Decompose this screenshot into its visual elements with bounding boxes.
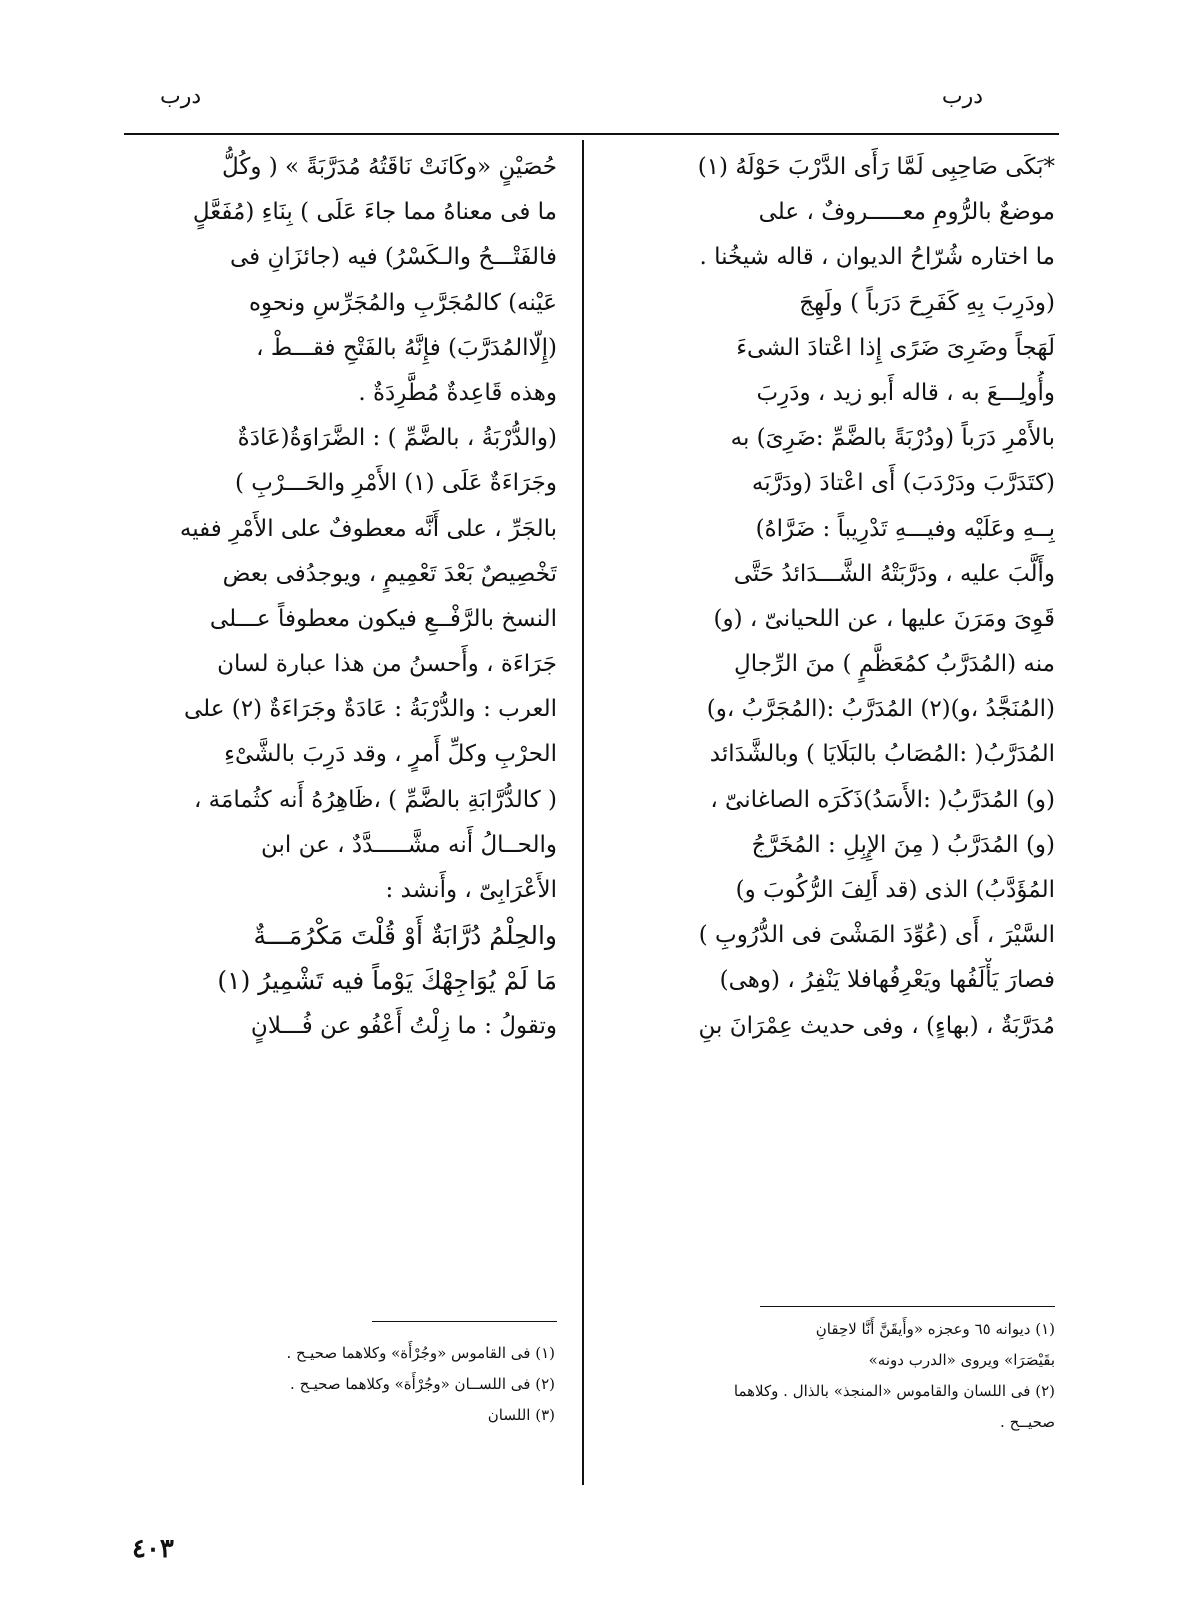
footnote-line: (١) فى القاموس «وجُرْأَة» وكلاهما صحيـح . xyxy=(286,1344,555,1362)
footnote-line: (١) ديوانه ٦٥ وعجزه «وأَيقَنَّ أَنَّا لاحِقانِ xyxy=(815,1320,1055,1338)
text-line: وجَرَاءَةٌ عَلَى (١) الأَمْرِ والحَـــرْبِ ) xyxy=(234,470,557,497)
text-line: (إِلّاالمُدَرَّبَ) فإِنَّهُ بالفَتْحِ فقـــطْ ، xyxy=(256,334,557,361)
text-line: بالأَمْرِ دَرَباً (ودُرْبَةً بالضَّمِّ :ضَرِىَ) به xyxy=(730,425,1055,452)
text-line: العرب : والدُّرْبَةُ : عَادَةٌ وجَرَاءَةٌ (٢) على xyxy=(183,696,557,723)
text-line: فصارَ يَأْلَفُها ويَعْرِفُهافلا يَنْفِرُ ، (وهى) xyxy=(719,967,1055,994)
text-line: المُؤَدَّبُ) الذى (قد أَلِفَ الرُّكُوبَ و) xyxy=(735,877,1055,903)
column-separator xyxy=(582,140,584,1485)
text-line: (والدُّرْبَةُ ، بالضَّمِّ ) : الضَّرَاوَةُ(عَادَةٌ xyxy=(237,425,557,452)
text-line: بِــهِ وعَلَيْه وفيـــهِ تَدْرِيباً : ضَرَّاهُ) xyxy=(755,515,1055,542)
text-line: فالفَتْـــحُ والـكَسْرُ) فيه (جائزَانِ فى xyxy=(229,244,557,271)
text-line: وأُولِـــعَ به ، قاله أَبو زيد ، ودَرِبَ xyxy=(756,379,1055,406)
text-line: (كتَدَرَّبَ ودَرْدَبَ) أَى اعْتادَ (ودَرَّبَه xyxy=(751,470,1055,497)
footnotes-right xyxy=(605,1314,1055,1438)
footnote-line: بقَيْصَرَا» ويروى «الدرب دونه» xyxy=(868,1351,1055,1369)
text-line: لَهَجاً وضَرِىَ ضَرًى إِذا اعْتادَ الشىءَ xyxy=(736,334,1055,361)
text-line: الحرْبِ وكلِّ أَمرٍ ، وقد دَرِبَ بالشَّىْءِ xyxy=(224,741,557,768)
text-line: موضعٌ بالرُّومِ معـــــروفٌ ، على xyxy=(758,199,1055,226)
text-line: (و) المُدَرَّبُ( :الأَسَدُ)ذَكَرَه الصاغانىّ ، xyxy=(710,786,1055,813)
text-line: حُصَيْنٍ «وكَانَتْ نَاقَتُهُ مُدَرَّبَةً » ( وكُلُّ xyxy=(221,154,557,180)
text-line: النسخ بالرَّفْــعِ فيكون معطوفاً عـــلى xyxy=(209,605,557,632)
text-line: ما اختاره شُرّاحُ الديوان ، قاله شيخُنا . xyxy=(699,244,1055,271)
left-column xyxy=(125,145,557,1049)
header-rule xyxy=(124,133,1059,135)
page-number: ٤٠٣ xyxy=(132,1534,174,1564)
footnote-line: (٢) فى اللســان «وجُرْأَة» وكلاهما صحيـح . xyxy=(290,1375,555,1393)
footnote-line: صحيــح . xyxy=(1000,1413,1055,1431)
text-line: عَيْنه) كالمُجَرَّبِ والمُجَرِّسِ ونحوِه xyxy=(249,289,557,316)
right-column xyxy=(600,145,1055,1049)
text-line: قَوِىَ ومَرَنَ عليها ، عن اللحيانىّ ، (و) xyxy=(713,605,1055,632)
footnote-rule-right xyxy=(760,1306,1055,1307)
text-line: *بَكَى صَاحِبِى لَمَّا رَأَى الدَّرْبَ حَوْلَهُ (١) xyxy=(697,154,1055,180)
text-line: ( كالدُّرَّابَةِ بالضَّمِّ ) ،ظَاهِرُهُ أَنه كثُمامَة ، xyxy=(193,786,557,813)
text-line: الأَعْرَابِىّ ، وأَنشد : xyxy=(385,877,557,903)
text-line: (ودَرِبَ بِهِ كَفَرِحَ دَرَباً ) ولَهِجَ xyxy=(799,289,1055,316)
verse-line: والحِلْمُ دُرَّابَةٌ أَوْ قُلْتَ مَكْرُمَـــةٌ xyxy=(253,921,557,951)
text-line: وتقولُ : ما زِلْتُ أَعْفُو عن فُـــلانٍ xyxy=(250,1012,557,1039)
text-line: السَّيْرَ ، أَى (عُوِّدَ المَشْىَ فى الدُّرُوبِ ) xyxy=(698,922,1055,949)
text-line: (و) المُدَرَّبُ ( مِنَ الإِبِلِ : المُخَرَّجُ xyxy=(751,831,1055,858)
text-line: بالجَرِّ ، على أَنَّه معطوفٌ على الأَمْرِ ففيه xyxy=(179,515,557,542)
verse-line: مَا لَمْ يُوَاجِهْكَ يَوْماً فيه تَشْمِيرُ (١) xyxy=(217,966,557,996)
text-line: (المُنَجَّدُ ،و)(٢) المُدَرَّبُ :(المُجَرَّبُ ،و) xyxy=(706,696,1055,723)
text-line: المُدَرَّبُ( :المُصَابُ بالبَلَايَا ) وبالشَّدَائد xyxy=(709,741,1055,768)
text-line: تَخْصِيصٌ بَعْدَ تَعْمِيمٍ ، ويوجدُفى بعض xyxy=(222,560,557,587)
text-line: منه (المُدَرَّبُ كمُعَظَّمٍ ) منَ الرِّجالِ xyxy=(734,651,1055,678)
running-header-right: درب xyxy=(941,84,983,109)
text-line: ما فى معناهُ مما جاءَ عَلَى ) بِنَاءِ (مُفَعَّلٍ xyxy=(192,199,557,226)
text-line: جَرَاءَة ، وأَحسنُ من هذا عبارة لسان xyxy=(217,651,557,678)
text-line: والحــالُ أَنه مشَّـــــدَّدٌ ، عن ابن xyxy=(260,831,557,858)
text-line: وأَلَّبَ عليه ، ودَرَّبَتْهُ الشَّـــدَائدُ حَتَّى xyxy=(733,560,1055,587)
running-header-left: درب xyxy=(160,84,202,109)
text-line: وهذه قَاعِدةٌ مُطَّرِدَةٌ . xyxy=(358,379,557,406)
footnote-rule-left xyxy=(372,1321,557,1322)
text-line: مُدَرَّبَةٌ ، (بهاءٍ) ، وفى حديث عِمْرَانَ بنِ xyxy=(698,1012,1055,1039)
footnote-line: (٢) فى اللسان والقاموس «المنجذ» بالذال . وكلاهما xyxy=(733,1382,1055,1400)
footnotes-left xyxy=(125,1338,555,1431)
footnote-line: (٣) اللسان xyxy=(487,1406,555,1424)
